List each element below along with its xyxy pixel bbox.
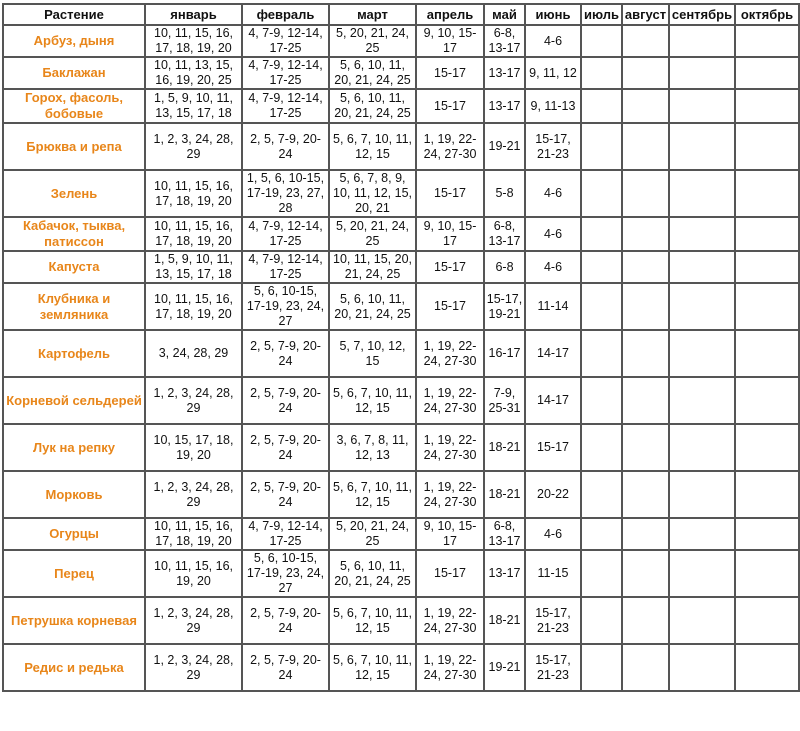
date-cell: 15-17, 21-23: [525, 597, 581, 644]
header-may: май: [484, 4, 525, 25]
date-cell: 2, 5, 7-9, 20-24: [242, 471, 329, 518]
date-cell: [622, 123, 669, 170]
date-cell: 18-21: [484, 597, 525, 644]
date-cell: 13-17: [484, 550, 525, 597]
date-cell: 1, 5, 9, 10, 11, 13, 15, 17, 18: [145, 89, 242, 123]
date-cell: 9, 10, 15-17: [416, 25, 484, 57]
plant-name: Перец: [3, 550, 145, 597]
date-cell: 5, 7, 10, 12, 15: [329, 330, 416, 377]
plant-name: Капуста: [3, 251, 145, 283]
header-row: [3, 4, 799, 25]
date-cell: 5, 20, 21, 24, 25: [329, 25, 416, 57]
plant-name: Клубника и земляника: [3, 283, 145, 330]
date-cell: 15-17: [416, 170, 484, 217]
date-cell: [735, 330, 799, 377]
date-cell: 7-9, 25-31: [484, 377, 525, 424]
date-cell: [581, 57, 622, 89]
date-cell: 1, 19, 22-24, 27-30: [416, 597, 484, 644]
date-cell: [622, 251, 669, 283]
date-cell: [669, 251, 735, 283]
date-cell: [622, 597, 669, 644]
plant-name: Зелень: [3, 170, 145, 217]
date-cell: [735, 644, 799, 691]
date-cell: [669, 377, 735, 424]
date-cell: 1, 2, 3, 24, 28, 29: [145, 597, 242, 644]
date-cell: 18-21: [484, 471, 525, 518]
date-cell: 4, 7-9, 12-14, 17-25: [242, 518, 329, 550]
date-cell: [669, 644, 735, 691]
date-cell: [622, 550, 669, 597]
date-cell: [735, 57, 799, 89]
plant-name: Корневой сельдерей: [3, 377, 145, 424]
date-cell: 1, 2, 3, 24, 28, 29: [145, 644, 242, 691]
date-cell: 5, 6, 7, 10, 11, 12, 15: [329, 597, 416, 644]
date-cell: [735, 89, 799, 123]
date-cell: 10, 11, 15, 16, 17, 18, 19, 20: [145, 170, 242, 217]
date-cell: [735, 251, 799, 283]
date-cell: 3, 6, 7, 8, 11, 12, 13: [329, 424, 416, 471]
date-cell: 4-6: [525, 518, 581, 550]
date-cell: [581, 89, 622, 123]
date-cell: [622, 57, 669, 89]
header-february: февраль: [242, 4, 329, 25]
header-august: август: [622, 4, 669, 25]
date-cell: 9, 11-13: [525, 89, 581, 123]
date-cell: 14-17: [525, 330, 581, 377]
date-cell: [622, 283, 669, 330]
date-cell: [669, 89, 735, 123]
date-cell: 9, 10, 15-17: [416, 217, 484, 251]
date-cell: [581, 217, 622, 251]
plant-name: Горох, фасоль, бобовые: [3, 89, 145, 123]
date-cell: [735, 518, 799, 550]
date-cell: 16-17: [484, 330, 525, 377]
date-cell: 10, 15, 17, 18, 19, 20: [145, 424, 242, 471]
date-cell: [622, 217, 669, 251]
date-cell: 4, 7-9, 12-14, 17-25: [242, 89, 329, 123]
table-row: [3, 217, 799, 251]
date-cell: 5, 6, 10-15, 17-19, 23, 24, 27: [242, 283, 329, 330]
date-cell: 1, 19, 22-24, 27-30: [416, 644, 484, 691]
date-cell: 9, 11, 12: [525, 57, 581, 89]
plant-name: Арбуз, дыня: [3, 25, 145, 57]
date-cell: 2, 5, 7-9, 20-24: [242, 597, 329, 644]
date-cell: 6-8, 13-17: [484, 518, 525, 550]
date-cell: 6-8, 13-17: [484, 217, 525, 251]
date-cell: 5, 6, 10, 11, 20, 21, 24, 25: [329, 57, 416, 89]
plant-name: Картофель: [3, 330, 145, 377]
plant-name: Кабачок, тыква, патиссон: [3, 217, 145, 251]
date-cell: 4, 7-9, 12-14, 17-25: [242, 25, 329, 57]
table-row: [3, 518, 799, 550]
date-cell: 4-6: [525, 170, 581, 217]
date-cell: 4-6: [525, 251, 581, 283]
plant-name: Лук на репку: [3, 424, 145, 471]
date-cell: [735, 170, 799, 217]
date-cell: [735, 217, 799, 251]
plant-name: Огурцы: [3, 518, 145, 550]
date-cell: [581, 170, 622, 217]
plant-name: Брюква и репа: [3, 123, 145, 170]
date-cell: 1, 5, 6, 10-15, 17-19, 23, 27, 28: [242, 170, 329, 217]
date-cell: 10, 11, 15, 20, 21, 24, 25: [329, 251, 416, 283]
date-cell: 2, 5, 7-9, 20-24: [242, 377, 329, 424]
date-cell: 5, 6, 7, 8, 9, 10, 11, 12, 15, 20, 21: [329, 170, 416, 217]
date-cell: 1, 19, 22-24, 27-30: [416, 123, 484, 170]
date-cell: 5, 20, 21, 24, 25: [329, 217, 416, 251]
table-row: [3, 597, 799, 644]
date-cell: [669, 123, 735, 170]
date-cell: 4, 7-9, 12-14, 17-25: [242, 251, 329, 283]
date-cell: 15-17: [416, 57, 484, 89]
table-row: [3, 283, 799, 330]
date-cell: 5, 6, 7, 10, 11, 12, 15: [329, 644, 416, 691]
table-row: [3, 424, 799, 471]
table-row: [3, 251, 799, 283]
date-cell: [581, 424, 622, 471]
date-cell: [669, 283, 735, 330]
date-cell: 10, 11, 15, 16, 17, 18, 19, 20: [145, 25, 242, 57]
plant-name: Петрушка корневая: [3, 597, 145, 644]
table-row: [3, 471, 799, 518]
table-row: [3, 57, 799, 89]
header-april: апрель: [416, 4, 484, 25]
date-cell: 15-17, 21-23: [525, 644, 581, 691]
date-cell: 10, 11, 15, 16, 17, 18, 19, 20: [145, 283, 242, 330]
date-cell: [581, 251, 622, 283]
date-cell: 13-17: [484, 57, 525, 89]
date-cell: 5, 6, 10, 11, 20, 21, 24, 25: [329, 550, 416, 597]
table-row: [3, 123, 799, 170]
date-cell: [622, 330, 669, 377]
date-cell: 13-17: [484, 89, 525, 123]
date-cell: [669, 471, 735, 518]
date-cell: [622, 518, 669, 550]
date-cell: 10, 11, 15, 16, 17, 18, 19, 20: [145, 217, 242, 251]
date-cell: 1, 19, 22-24, 27-30: [416, 330, 484, 377]
planting-calendar-table: [2, 3, 800, 692]
date-cell: [669, 550, 735, 597]
date-cell: [581, 377, 622, 424]
date-cell: 6-8: [484, 251, 525, 283]
date-cell: [735, 283, 799, 330]
date-cell: 1, 19, 22-24, 27-30: [416, 471, 484, 518]
date-cell: 3, 24, 28, 29: [145, 330, 242, 377]
date-cell: [581, 283, 622, 330]
date-cell: [622, 424, 669, 471]
date-cell: 5, 6, 10-15, 17-19, 23, 24, 27: [242, 550, 329, 597]
date-cell: [735, 597, 799, 644]
plant-name: Баклажан: [3, 57, 145, 89]
date-cell: [581, 330, 622, 377]
date-cell: 2, 5, 7-9, 20-24: [242, 644, 329, 691]
date-cell: [735, 25, 799, 57]
date-cell: 4-6: [525, 25, 581, 57]
plant-name: Редис и редька: [3, 644, 145, 691]
date-cell: 5, 20, 21, 24, 25: [329, 518, 416, 550]
date-cell: [622, 377, 669, 424]
date-cell: 2, 5, 7-9, 20-24: [242, 330, 329, 377]
date-cell: 2, 5, 7-9, 20-24: [242, 123, 329, 170]
date-cell: 9, 10, 15-17: [416, 518, 484, 550]
date-cell: 5, 6, 10, 11, 20, 21, 24, 25: [329, 89, 416, 123]
date-cell: 1, 19, 22-24, 27-30: [416, 424, 484, 471]
date-cell: [735, 123, 799, 170]
date-cell: 6-8, 13-17: [484, 25, 525, 57]
date-cell: 15-17: [416, 89, 484, 123]
date-cell: 15-17: [525, 424, 581, 471]
date-cell: 11-15: [525, 550, 581, 597]
table-row: [3, 330, 799, 377]
table-row: [3, 377, 799, 424]
header-plant: Растение: [3, 4, 145, 25]
header-january: январь: [145, 4, 242, 25]
date-cell: [735, 550, 799, 597]
date-cell: 4-6: [525, 217, 581, 251]
date-cell: [581, 123, 622, 170]
header-march: март: [329, 4, 416, 25]
table-row: [3, 170, 799, 217]
date-cell: 5, 6, 10, 11, 20, 21, 24, 25: [329, 283, 416, 330]
date-cell: [669, 25, 735, 57]
date-cell: 15-17: [416, 251, 484, 283]
date-cell: 5, 6, 7, 10, 11, 12, 15: [329, 471, 416, 518]
date-cell: 5, 6, 7, 10, 11, 12, 15: [329, 123, 416, 170]
date-cell: 1, 2, 3, 24, 28, 29: [145, 377, 242, 424]
date-cell: 15-17: [416, 283, 484, 330]
date-cell: 2, 5, 7-9, 20-24: [242, 424, 329, 471]
date-cell: 10, 11, 13, 15, 16, 19, 20, 25: [145, 57, 242, 89]
date-cell: [735, 471, 799, 518]
header-july: июль: [581, 4, 622, 25]
date-cell: [581, 518, 622, 550]
date-cell: 1, 5, 9, 10, 11, 13, 15, 17, 18: [145, 251, 242, 283]
header-september: сентябрь: [669, 4, 735, 25]
date-cell: [669, 518, 735, 550]
date-cell: [622, 170, 669, 217]
date-cell: [581, 644, 622, 691]
date-cell: 11-14: [525, 283, 581, 330]
table-row: [3, 89, 799, 123]
date-cell: [581, 550, 622, 597]
date-cell: [622, 25, 669, 57]
date-cell: 4, 7-9, 12-14, 17-25: [242, 57, 329, 89]
table-row: [3, 25, 799, 57]
date-cell: [735, 377, 799, 424]
header-october: октябрь: [735, 4, 799, 25]
date-cell: [669, 217, 735, 251]
date-cell: 1, 19, 22-24, 27-30: [416, 377, 484, 424]
date-cell: 19-21: [484, 644, 525, 691]
date-cell: 5-8: [484, 170, 525, 217]
date-cell: [669, 424, 735, 471]
date-cell: [735, 424, 799, 471]
date-cell: [669, 597, 735, 644]
date-cell: [581, 471, 622, 518]
date-cell: 1, 2, 3, 24, 28, 29: [145, 123, 242, 170]
date-cell: 18-21: [484, 424, 525, 471]
table-row: [3, 644, 799, 691]
date-cell: 4, 7-9, 12-14, 17-25: [242, 217, 329, 251]
date-cell: 14-17: [525, 377, 581, 424]
date-cell: 5, 6, 7, 10, 11, 12, 15: [329, 377, 416, 424]
date-cell: [669, 170, 735, 217]
date-cell: [581, 25, 622, 57]
date-cell: 20-22: [525, 471, 581, 518]
date-cell: [622, 644, 669, 691]
date-cell: 15-17, 21-23: [525, 123, 581, 170]
date-cell: [581, 597, 622, 644]
date-cell: 15-17, 19-21: [484, 283, 525, 330]
date-cell: 10, 11, 15, 16, 17, 18, 19, 20: [145, 518, 242, 550]
date-cell: [622, 471, 669, 518]
plant-name: Морковь: [3, 471, 145, 518]
date-cell: [669, 57, 735, 89]
date-cell: 10, 11, 15, 16, 19, 20: [145, 550, 242, 597]
table-row: [3, 550, 799, 597]
date-cell: [669, 330, 735, 377]
date-cell: 1, 2, 3, 24, 28, 29: [145, 471, 242, 518]
date-cell: [622, 89, 669, 123]
header-june: июнь: [525, 4, 581, 25]
date-cell: 15-17: [416, 550, 484, 597]
date-cell: 19-21: [484, 123, 525, 170]
